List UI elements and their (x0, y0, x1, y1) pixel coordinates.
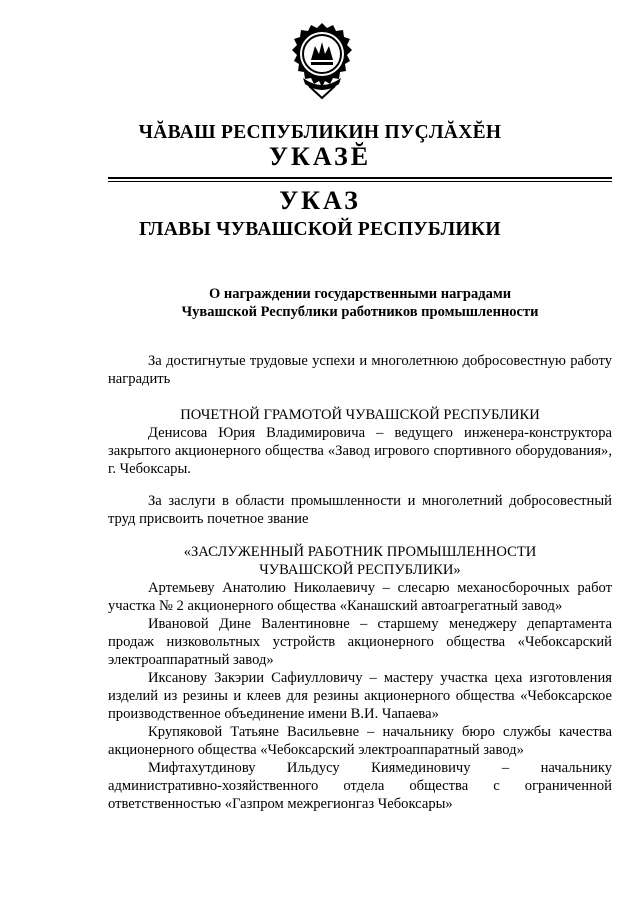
award-recipient: Денисова Юрия Владимировича – ведущего инженера-конструктора закрытого акционерного общества «Завод игрового спортивного оборудования», г. Чебоксары. (108, 425, 612, 477)
subject-line-2: Чувашской Республики работников промышленности (181, 304, 539, 320)
award-title: ПОЧЕТНОЙ ГРАМОТОЙ ЧУВАШСКОЙ РЕСПУБЛИКИ (180, 407, 540, 423)
intro-paragraph-block (108, 352, 612, 388)
recipient-item: Ивановой Дине Валентиновне – старшему менеджеру департамента продаж низковольтных устройств акционерного общества «Чебоксарский электроаппаратный завод» (108, 616, 612, 668)
honorary-title-line-2: ЧУВАШСКОЙ РЕСПУБЛИКИ» (259, 562, 461, 578)
russian-subtitle: ГЛАВЫ ЧУВАШСКОЙ РЕСПУБЛИКИ (139, 219, 501, 240)
honorary-intro: За заслуги в области промышленности и многолетний добросовестный труд присвоить почетное звание (108, 493, 612, 527)
honorary-title-line-1: «ЗАСЛУЖЕННЫЙ РАБОТНИК ПРОМЫШЛЕННОСТИ (183, 544, 537, 560)
header-divider-thin (108, 181, 612, 182)
recipient-item: Артемьеву Анатолию Николаевичу – слесарю механосборочных работ участка № 2 акционерного общества «Канашский автоагрегатный завод» (108, 580, 612, 614)
intro-paragraph: За достигнутые трудовые успехи и многолетнюю добросовестную работу наградить (108, 353, 612, 387)
recipient-item: Иксанову Закэрии Сафиулловичу – мастеру участка цеха изготовления изделий из резины и клеев для резины акционерного общества «Чебоксарское производственное объединение имени В.И. Чапаева» (108, 670, 612, 722)
header-divider (108, 177, 612, 179)
decree-subject (108, 285, 612, 321)
award-block (108, 406, 612, 478)
honorary-block (108, 543, 612, 813)
chuvash-ukaz-heading: УКАЗĔ (268, 142, 372, 171)
russian-ukaz-heading: УКАЗ (279, 186, 361, 215)
chuvash-title: ЧĂВАШ РЕСПУБЛИКИН ПУÇЛĂХĔН (138, 122, 502, 143)
honorary-intro-block (108, 492, 612, 528)
recipient-item: Мифтахутдинову Ильдусу Киямединовичу – начальнику административно-хозяйственного отдела общества с ограниченной ответственностью «Газпром межрегионгаз Чебоксары» (108, 760, 612, 812)
subject-line-1: О награждении государственными наградами (208, 286, 512, 302)
chuvash-emblem-icon (289, 20, 355, 100)
recipient-item: Крупяковой Татьяне Васильевне – начальнику бюро службы качества акционерного общества «Чебоксарский электроаппаратный завод» (108, 724, 612, 758)
